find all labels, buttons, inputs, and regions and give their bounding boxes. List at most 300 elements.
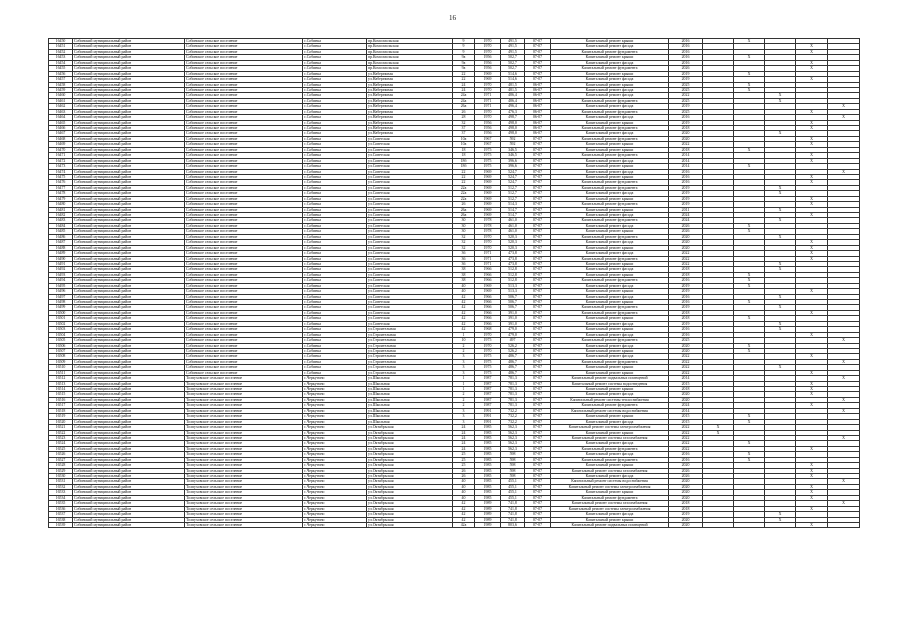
table-cell: 2019 xyxy=(669,289,703,294)
table-cell: Собинское сельское поселение xyxy=(185,180,303,185)
table-cell: Капитальный ремонт крыши xyxy=(551,490,669,495)
table-cell: Капитальный ремонт крыши xyxy=(551,245,669,250)
mark-cell: X xyxy=(796,289,828,294)
table-cell: Собинское сельское поселение xyxy=(185,55,303,60)
mark-cell: X xyxy=(796,120,828,125)
table-cell: 2018 xyxy=(669,147,703,152)
table-cell: с.Cобинка xyxy=(303,158,367,163)
mark-cell: X xyxy=(828,376,860,381)
table-cell: 491,5 xyxy=(501,49,525,54)
table-cell: 1969 xyxy=(475,71,501,76)
table-cell: 16463 xyxy=(49,109,73,114)
table-cell: 2022 xyxy=(669,256,703,261)
table-cell: 1987 xyxy=(475,387,501,392)
table-cell: ул.Советская xyxy=(367,310,453,315)
table-cell: Собинское сельское поселение xyxy=(185,174,303,179)
table-cell: пр.Комсомольская xyxy=(367,66,453,71)
table-cell: Собинский муниципальный район xyxy=(73,457,185,462)
table-cell: 506,7 xyxy=(501,294,525,299)
table-cell: ул.Строительная xyxy=(367,370,453,375)
table-cell: 1970 xyxy=(475,49,501,54)
table-cell: Собинский муниципальный район xyxy=(73,245,185,250)
table-cell: с.Cобинка xyxy=(303,126,367,131)
table-cell: Толпуховское сельское поселение xyxy=(185,392,303,397)
table-cell: 1985 xyxy=(475,468,501,473)
table-cell: 2016 xyxy=(669,327,703,332)
table-cell: 486,4 xyxy=(501,93,525,98)
table-cell: 491,5 xyxy=(501,44,525,49)
mark-cell: X xyxy=(796,506,828,511)
table-cell: Капитальный ремонт системы теплоснабжения xyxy=(551,397,669,402)
table-cell: 32 xyxy=(453,240,475,245)
table-cell: Собинское сельское поселение xyxy=(185,104,303,109)
table-cell: 16488 xyxy=(49,245,73,250)
table-cell: 2016 xyxy=(669,294,703,299)
table-cell: 1985 xyxy=(475,479,501,484)
table-cell: 07-07 xyxy=(525,164,551,169)
table-cell: с.Cобинка xyxy=(303,267,367,272)
table-cell: 520,3 xyxy=(501,245,525,250)
table-cell: с.Cобинка xyxy=(303,338,367,343)
table-cell: Собинский муниципальный район xyxy=(73,446,185,451)
table-cell: 24 xyxy=(453,87,475,92)
table-cell: 1956 xyxy=(475,60,501,65)
table-cell: 24а xyxy=(453,98,475,103)
table-cell: 07-07 xyxy=(525,359,551,364)
table-cell: 42 xyxy=(453,321,475,326)
table-cell: Собинский муниципальный район xyxy=(73,392,185,397)
table-cell: Собинский муниципальный район xyxy=(73,240,185,245)
table-cell: ул.Октябрьская xyxy=(367,512,453,517)
table-cell: 2022 xyxy=(669,446,703,451)
table-cell: 40 xyxy=(453,490,475,495)
table-cell: Капитальный ремонт крыши xyxy=(551,348,669,353)
table-cell: 06-07 xyxy=(525,131,551,136)
table-cell: Капитальный ремонт фасада xyxy=(551,392,669,397)
table-cell: 781,3 xyxy=(501,387,525,392)
table-cell: ул.Октябрьская xyxy=(367,446,453,451)
table-cell: с.Cобинка xyxy=(303,251,367,256)
table-cell: с.Cобинка xyxy=(303,71,367,76)
table-cell: 16458 xyxy=(49,82,73,87)
table-cell: 16514 xyxy=(49,387,73,392)
table-cell: 506,7 xyxy=(501,300,525,305)
table-cell: Толпуховское сельское поселение xyxy=(185,484,303,489)
table-cell: 07-07 xyxy=(525,44,551,49)
table-cell: ул.Набережная xyxy=(367,109,453,114)
table-cell: 26а xyxy=(453,213,475,218)
table-cell: Собинский муниципальный район xyxy=(73,202,185,207)
table-cell: 2026 xyxy=(669,66,703,71)
table-cell: 781,3 xyxy=(501,403,525,408)
table-cell: Капитальный ремонт фундамента xyxy=(551,98,669,103)
table-cell: 1969 xyxy=(475,174,501,179)
table-cell: 25 xyxy=(453,463,475,468)
table-cell: с.Cобинка xyxy=(303,229,367,234)
mark-cell: X xyxy=(734,223,765,228)
table-cell: 07-07 xyxy=(525,463,551,468)
table-cell: 592 xyxy=(501,136,525,141)
table-cell: 486,7 xyxy=(501,365,525,370)
table-cell: 30 xyxy=(453,229,475,234)
table-cell: 1966 xyxy=(475,294,501,299)
table-cell: 07-07 xyxy=(525,71,551,76)
table-cell: 9а xyxy=(453,55,475,60)
table-cell: Собинское сельское поселение xyxy=(185,365,303,370)
table-cell: 1978 xyxy=(475,223,501,228)
table-cell: с.Cобинка xyxy=(303,55,367,60)
table-cell: 16504 xyxy=(49,332,73,337)
table-cell: 07-07 xyxy=(525,294,551,299)
table-cell: 16511 xyxy=(49,370,73,375)
table-cell: 2014 xyxy=(669,164,703,169)
table-cell: 1987 xyxy=(475,397,501,402)
table-cell: 07-07 xyxy=(525,185,551,190)
table-cell: Собинский муниципальный район xyxy=(73,234,185,239)
table-cell: 461,0 xyxy=(501,223,525,228)
table-cell: 16501 xyxy=(49,316,73,321)
table-cell: ул.Советская xyxy=(367,229,453,234)
table-cell: 07-07 xyxy=(525,430,551,435)
table-cell: 2020 xyxy=(669,343,703,348)
table-cell: Капитальный ремонт крыши xyxy=(551,463,669,468)
table-cell: 1975 xyxy=(475,153,501,158)
table-cell: 1966 xyxy=(475,305,501,310)
table-cell: 16502 xyxy=(49,321,73,326)
table-cell: Капитальный ремонт системы электроснабжения xyxy=(551,425,669,430)
table-cell: ул.Школьная xyxy=(367,403,453,408)
table-cell: 2016 xyxy=(669,39,703,44)
table-cell: 16497 xyxy=(49,294,73,299)
table-cell: 16534 xyxy=(49,495,73,500)
table-cell: 1987 xyxy=(475,392,501,397)
mark-cell: X xyxy=(703,430,734,435)
table-cell: 07-07 xyxy=(525,512,551,517)
table-cell: 07-07 xyxy=(525,435,551,440)
table-cell: 391,0 xyxy=(501,316,525,321)
mark-cell: X xyxy=(796,522,828,527)
table-cell: Собинский муниципальный район xyxy=(73,153,185,158)
table-cell: 2025 xyxy=(669,338,703,343)
table-cell: пр.Комсомольская xyxy=(367,44,453,49)
table-cell: 22 xyxy=(453,77,475,82)
table-cell: 07-07 xyxy=(525,338,551,343)
table-cell: 16450 xyxy=(49,39,73,44)
table-cell: Капитальный ремонт крыши xyxy=(551,174,669,179)
table-cell: 741,8 xyxy=(501,517,525,522)
table-cell: 16461 xyxy=(49,98,73,103)
table-cell: 1978 xyxy=(475,229,501,234)
mark-cell: X xyxy=(796,484,828,489)
table-cell: Толпуховское сельское поселение xyxy=(185,522,303,527)
table-cell: ул.Строительная xyxy=(367,343,453,348)
table-cell: 2019 xyxy=(669,104,703,109)
table-cell: 07-07 xyxy=(525,66,551,71)
table-cell: Собинский муниципальный район xyxy=(73,387,185,392)
mark-cell: X xyxy=(796,256,828,261)
table-cell: Толпуховское сельское поселение xyxy=(185,446,303,451)
table-cell: 486,7 xyxy=(501,370,525,375)
table-cell: 07-07 xyxy=(525,191,551,196)
table-cell: 1970 xyxy=(475,234,501,239)
table-cell: 502,7 xyxy=(501,66,525,71)
table-cell: 1985 xyxy=(475,457,501,462)
table-cell: Собинское сельское поселение xyxy=(185,229,303,234)
table-cell: с.Cобинка xyxy=(303,207,367,212)
table-cell: 24 xyxy=(453,446,475,451)
table-cell: с.Cобинка xyxy=(303,240,367,245)
table-cell: 07-07 xyxy=(525,501,551,506)
table-cell: ул.Октябрьская xyxy=(367,522,453,527)
table-cell: 07-07 xyxy=(525,207,551,212)
table-cell: 42 xyxy=(453,300,475,305)
table-cell: Толпуховское сельское поселение xyxy=(185,512,303,517)
table-cell: Капитальный ремонт фундамента xyxy=(551,338,669,343)
table-cell: с.Cобинка xyxy=(303,136,367,141)
table-cell: ул.Советская xyxy=(367,234,453,239)
table-cell: 1968 xyxy=(475,327,501,332)
mark-cell xyxy=(828,522,860,527)
table-cell: 479,0 xyxy=(501,332,525,337)
table-cell: 16535 xyxy=(49,501,73,506)
table-cell: 16482 xyxy=(49,213,73,218)
table-cell: 07-07 xyxy=(525,240,551,245)
table-cell: ул.Школьная xyxy=(367,387,453,392)
table-cell: 2022 xyxy=(669,441,703,446)
table-cell: с.Cобинка xyxy=(303,343,367,348)
table-cell: 1971 xyxy=(475,261,501,266)
table-cell: Толпуховское сельское поселение xyxy=(185,397,303,402)
table-cell: Собинский муниципальный район xyxy=(73,283,185,288)
table-cell: 16506 xyxy=(49,343,73,348)
table-cell: 1969 xyxy=(475,196,501,201)
mark-cell: X xyxy=(796,66,828,71)
table-cell: ул.Советская xyxy=(367,240,453,245)
table-cell: 07-07 xyxy=(525,392,551,397)
table-cell: с.Cобинка xyxy=(303,174,367,179)
table-cell: 3 xyxy=(453,370,475,375)
table-cell: Собинский муниципальный район xyxy=(73,327,185,332)
table-cell: 1978 xyxy=(475,218,501,223)
table-cell: Собинский муниципальный район xyxy=(73,185,185,190)
table-cell: Собинское сельское поселение xyxy=(185,283,303,288)
table-cell: 16480 xyxy=(49,202,73,207)
table-cell: 16528 xyxy=(49,463,73,468)
table-cell: 1969 xyxy=(475,191,501,196)
table-cell: 26 xyxy=(453,109,475,114)
table-cell: 502,7 xyxy=(501,60,525,65)
table-cell: ул.Набережная xyxy=(367,115,453,120)
table-cell: с.Черкутино xyxy=(303,381,367,386)
mark-cell: X xyxy=(765,365,796,370)
table-cell: 514,7 xyxy=(501,207,525,212)
table-cell: Собинский муниципальный район xyxy=(73,256,185,261)
table-cell: 473,8 xyxy=(501,251,525,256)
table-cell: 07-07 xyxy=(525,174,551,179)
mark-cell xyxy=(765,522,796,527)
mark-cell: X xyxy=(796,251,828,256)
table-cell: 3 xyxy=(453,365,475,370)
table-cell: Собинский муниципальный район xyxy=(73,180,185,185)
table-cell: Капитальный ремонт крыши xyxy=(551,261,669,266)
table-cell: Капитальный ремонт фасада xyxy=(551,240,669,245)
table-cell: Толпуховское сельское поселение xyxy=(185,414,303,419)
table-cell: 514,6 xyxy=(501,71,525,76)
table-cell: с.Cобинка xyxy=(303,77,367,82)
mark-cell: X xyxy=(734,316,765,321)
table-cell: 391,0 xyxy=(501,310,525,315)
table-cell: ул.Набережная xyxy=(367,93,453,98)
table-cell: 1 xyxy=(453,381,475,386)
table-cell: 1970 xyxy=(475,343,501,348)
table-cell: с.Cобинка xyxy=(303,185,367,190)
table-cell: 1970 xyxy=(475,332,501,337)
table-cell: 07-07 xyxy=(525,169,551,174)
table-cell: ул.Строительная xyxy=(367,365,453,370)
table-cell: 2020 xyxy=(669,234,703,239)
table-cell: с.Cобинка xyxy=(303,213,367,218)
table-cell: с.Cобинка xyxy=(303,348,367,353)
table-cell: Собинское сельское поселение xyxy=(185,370,303,375)
table-cell: 2016 xyxy=(669,180,703,185)
table-cell: 732,2 xyxy=(501,419,525,424)
table-cell: 42 xyxy=(453,517,475,522)
table-cell: Собинское сельское поселение xyxy=(185,338,303,343)
table-cell: с.Cобинка xyxy=(303,202,367,207)
table-cell: Собинский муниципальный район xyxy=(73,93,185,98)
table-cell: 1970 xyxy=(475,87,501,92)
table-cell: 562,3 xyxy=(501,446,525,451)
table-cell: 22 xyxy=(453,180,475,185)
table-cell: Капитальный ремонт фасада xyxy=(551,474,669,479)
table-cell: ул.Набережная xyxy=(367,71,453,76)
mark-cell: X xyxy=(796,490,828,495)
table-cell: 1985 xyxy=(475,430,501,435)
table-cell: Собинский муниципальный район xyxy=(73,430,185,435)
table-cell: с.Черкутино xyxy=(303,408,367,413)
table-cell: 391,0 xyxy=(501,321,525,326)
table-body xyxy=(49,39,860,528)
table-cell: 2014 xyxy=(669,153,703,158)
table-cell: 36 xyxy=(453,256,475,261)
table-cell: 16516 xyxy=(49,397,73,402)
table-cell: 512,7 xyxy=(501,191,525,196)
table-cell: Толпуховское сельское поселение xyxy=(185,408,303,413)
table-cell: Толпуховское сельское поселение xyxy=(185,381,303,386)
table-cell: Толпуховское сельское поселение xyxy=(185,441,303,446)
table-cell: 32 xyxy=(453,234,475,239)
table-cell: 07-07 xyxy=(525,490,551,495)
table-cell: с.Черкутино xyxy=(303,414,367,419)
table-cell: 2026 xyxy=(669,223,703,228)
table-cell: Капитальный ремонт системы газоснабжения xyxy=(551,435,669,440)
table-cell: Капитальный ремонт крыши xyxy=(551,517,669,522)
table-cell: 07-07 xyxy=(525,300,551,305)
table-cell: ул.Строительная xyxy=(367,359,453,364)
table-cell: 1989 xyxy=(475,506,501,511)
table-cell: с.Cобинка xyxy=(303,120,367,125)
table-cell: с.Cобинка xyxy=(303,153,367,158)
table-cell: 16512 xyxy=(49,376,73,381)
table-cell: Капитальный ремонт фундамента xyxy=(551,446,669,451)
table-cell: с.Черкутино xyxy=(303,446,367,451)
table-cell: Капитальный ремонт фасада xyxy=(551,354,669,359)
table-cell: 42 xyxy=(453,316,475,321)
table-cell: Капитальный ремонт фасада xyxy=(551,158,669,163)
table-cell: 16486 xyxy=(49,234,73,239)
table-cell: 2018 xyxy=(669,316,703,321)
table-cell: 1970 xyxy=(475,44,501,49)
table-cell: Капитальный ремонт системы водоснабжения xyxy=(551,479,669,484)
table-cell: Собинский муниципальный район xyxy=(73,506,185,511)
table-cell: 1966 xyxy=(475,272,501,277)
table-cell: 16477 xyxy=(49,185,73,190)
table-cell: 07-07 xyxy=(525,158,551,163)
table-cell: Собинское сельское поселение xyxy=(185,300,303,305)
table-cell: 36 xyxy=(453,251,475,256)
table-cell: 2020 xyxy=(669,490,703,495)
table-cell: 06-07 xyxy=(525,104,551,109)
table-cell: 16524 xyxy=(49,441,73,446)
mark-cell: X xyxy=(796,354,828,359)
table-cell: Собинский муниципальный район xyxy=(73,501,185,506)
table-cell: 1970 xyxy=(475,348,501,353)
table-cell: 07-07 xyxy=(525,403,551,408)
table-cell: 2020 xyxy=(669,136,703,141)
table-cell: 2020 xyxy=(669,479,703,484)
table-cell: ул.Советская xyxy=(367,294,453,299)
table-cell: 2016 xyxy=(669,55,703,60)
table-cell: с.Черкутино xyxy=(303,501,367,506)
table-cell: Толпуховское сельское поселение xyxy=(185,506,303,511)
table-cell: 16531 xyxy=(49,479,73,484)
table-cell: ул.Советская xyxy=(367,305,453,310)
table-cell: 07-07 xyxy=(525,39,551,44)
table-cell: 07-07 xyxy=(525,327,551,332)
table-cell: Толпуховское сельское поселение xyxy=(185,419,303,424)
table-cell: Собинский муниципальный район xyxy=(73,169,185,174)
table-cell: с.Cобинка xyxy=(303,66,367,71)
table-cell: Собинское сельское поселение xyxy=(185,316,303,321)
table-cell: Собинское сельское поселение xyxy=(185,153,303,158)
table-cell: 2025 xyxy=(669,98,703,103)
table-cell: ул.Набережная xyxy=(367,120,453,125)
table-cell: 07-07 xyxy=(525,343,551,348)
table-cell: Собинский муниципальный район xyxy=(73,158,185,163)
table-cell: с.Черкутино xyxy=(303,490,367,495)
table-cell: 2015 xyxy=(669,381,703,386)
table-cell: 1971 xyxy=(475,256,501,261)
table-cell: Собинское сельское поселение xyxy=(185,44,303,49)
table-cell: Капитальный ремонт фундамента xyxy=(551,403,669,408)
table-cell: Толпуховское сельское поселение xyxy=(185,425,303,430)
table-cell: 1956 xyxy=(475,55,501,60)
table-cell: Капитальный ремонт фундамента xyxy=(551,126,669,131)
table-cell: 1966 xyxy=(475,300,501,305)
table-cell: 2011 xyxy=(669,207,703,212)
table-cell: 3 xyxy=(453,408,475,413)
table-cell: Собинский муниципальный район xyxy=(73,147,185,152)
table-cell: 512,7 xyxy=(501,185,525,190)
table-cell: Собинское сельское поселение xyxy=(185,327,303,332)
table-cell: 07-07 xyxy=(525,474,551,479)
table-cell: Капитальный ремонт подвальных помещений xyxy=(551,376,669,381)
table-cell: Собинский муниципальный район xyxy=(73,196,185,201)
mark-cell: X xyxy=(796,136,828,141)
table-cell: Капитальный ремонт фундамента xyxy=(551,256,669,261)
table-cell: 22 xyxy=(453,169,475,174)
table-cell: ул.Школьная xyxy=(367,419,453,424)
